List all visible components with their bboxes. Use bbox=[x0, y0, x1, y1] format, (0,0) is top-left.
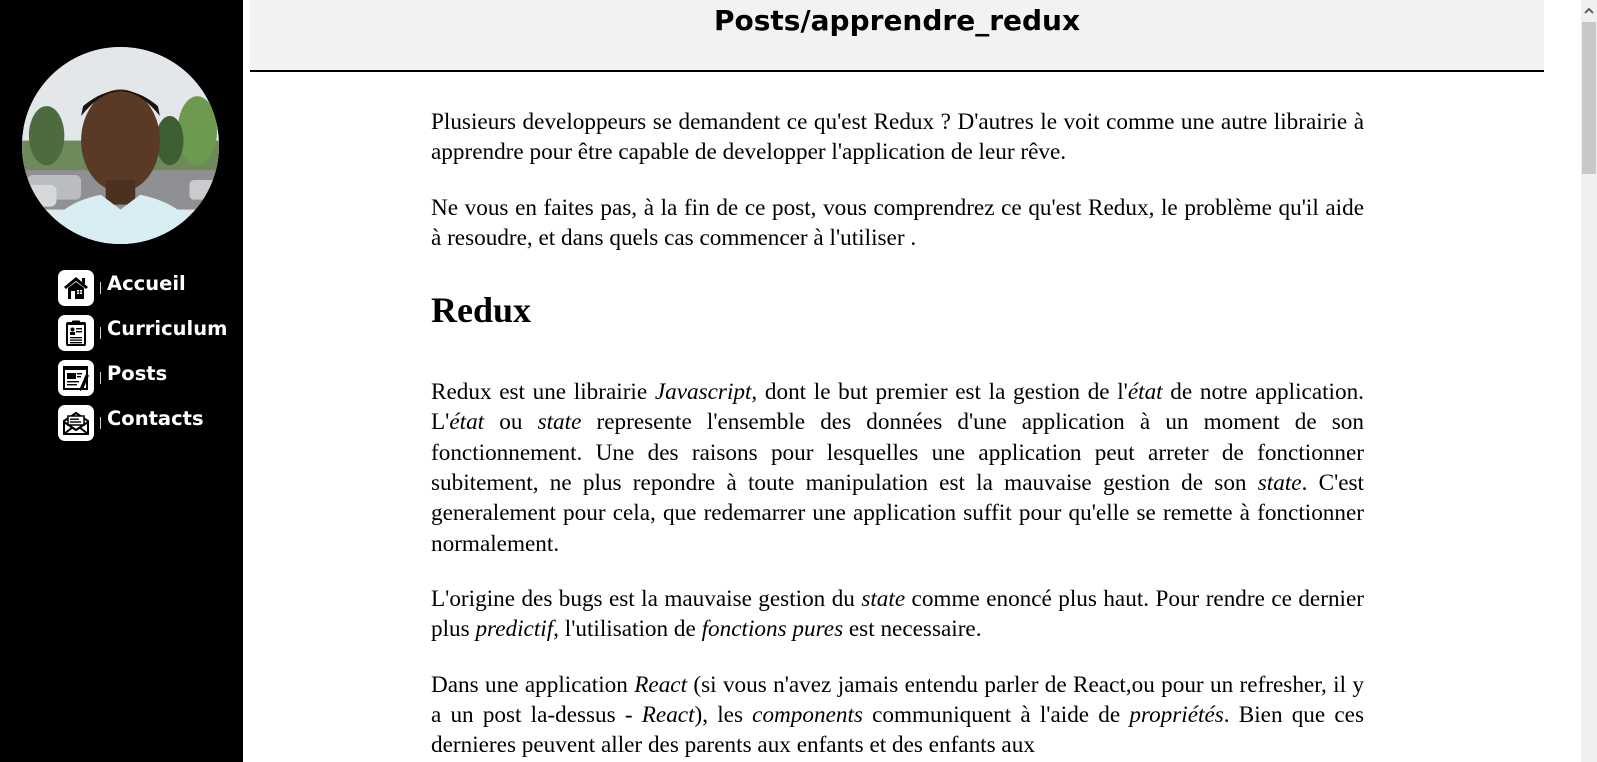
text: . C'est generalement pour cela, que redemarrer une application suffit pour qu'elle se remette à fonctionner normalement. bbox=[431, 470, 1365, 557]
emphasis: state bbox=[537, 409, 582, 436]
chevron-up-icon bbox=[1584, 7, 1594, 14]
paragraph-promise: Ne vous en faites pas, à la fin de ce post, vous comprendrez ce qu'est Redux, le problème qu'il aide à resoudre, et dans quels cas commencer à l'utiliser . bbox=[431, 194, 1364, 251]
emphasis: propriétés bbox=[1129, 701, 1224, 728]
text: L'origine des bugs est la mauvaise gestion du bbox=[431, 585, 862, 612]
sidebar bbox=[0, 0, 243, 762]
emphasis: React bbox=[634, 671, 688, 698]
nav-item-curriculum[interactable] bbox=[58, 315, 227, 351]
sidebar-nav bbox=[58, 270, 227, 450]
text: . Bien que ces dernieres peuvent aller des parents aux enfants et des enfants aux bbox=[431, 701, 1364, 759]
nav-separator bbox=[100, 417, 101, 429]
section-heading-redux: Redux bbox=[431, 290, 532, 331]
page-title: Posts/apprendre_redux bbox=[713, 4, 1081, 37]
text: represente l'ensemble des données d'une application à un moment de son fonctionnement. Une des raisons pour lesquelles une application peut arreter de fonctionner subitement, ne plus repondre à toute manipulation est la mauvaise gestion de son bbox=[431, 409, 1364, 497]
emphasis: état bbox=[1127, 379, 1163, 406]
page-header bbox=[250, 0, 1544, 72]
home-icon bbox=[58, 270, 94, 306]
nav-label: Accueil bbox=[107, 272, 186, 296]
paragraph-react-components bbox=[431, 670, 1364, 761]
emphasis: fonctions pures bbox=[701, 616, 844, 643]
text: communiquent à l'aide de bbox=[862, 701, 1130, 728]
nav-label: Curriculum bbox=[107, 317, 228, 341]
emphasis: components bbox=[752, 701, 863, 728]
clipboard-resume-icon bbox=[58, 315, 94, 351]
scrollbar-thumb[interactable] bbox=[1582, 22, 1596, 174]
emphasis: Javascript bbox=[654, 379, 752, 406]
vertical-scrollbar[interactable] bbox=[1581, 0, 1597, 762]
text: ), les bbox=[694, 701, 753, 728]
avatar bbox=[22, 47, 219, 244]
scroll-up-button[interactable] bbox=[1581, 0, 1597, 20]
nav-separator bbox=[100, 282, 101, 294]
nav-item-contacts[interactable] bbox=[58, 405, 227, 441]
article-edit-icon bbox=[58, 360, 94, 396]
emphasis: état bbox=[449, 409, 485, 436]
text: est necessaire. bbox=[843, 616, 982, 643]
text: , l'utilisation de bbox=[553, 616, 702, 643]
text: , dont le but premier est la gestion de l' bbox=[751, 379, 1128, 406]
react-post-link[interactable]: React bbox=[641, 701, 695, 728]
emphasis: state bbox=[1257, 470, 1302, 497]
nav-item-accueil[interactable] bbox=[58, 270, 227, 306]
paragraph-bugs-origin bbox=[431, 584, 1364, 645]
paragraph-redux-definition bbox=[431, 377, 1364, 559]
envelope-icon bbox=[58, 405, 94, 441]
nav-separator bbox=[100, 372, 101, 384]
text: comme enoncé plus haut. Pour rendre ce dernier plus bbox=[431, 585, 1364, 643]
text: (si vous n'avez jamais entendu parler de React,ou pour un refresher, il y a un post la-dessus - bbox=[431, 671, 1364, 728]
nav-label: Contacts bbox=[107, 407, 204, 431]
nav-label: Posts bbox=[107, 362, 168, 386]
nav-item-posts[interactable] bbox=[58, 360, 227, 396]
article-content bbox=[431, 107, 1364, 762]
emphasis: state bbox=[861, 585, 906, 612]
text: ou bbox=[484, 409, 538, 436]
nav-separator bbox=[100, 327, 101, 339]
paragraph-intro: Plusieurs developpeurs se demandent ce qu'est Redux ? D'autres le voit comme une autre librairie à apprendre pour être capable de developper l'application de leur rêve. bbox=[431, 109, 1364, 166]
emphasis: predictif bbox=[475, 616, 554, 643]
text: de notre application. L' bbox=[431, 379, 1364, 436]
text: Dans une application bbox=[431, 671, 635, 698]
text: Redux est une librairie bbox=[431, 379, 655, 406]
profile-photo bbox=[22, 47, 219, 244]
